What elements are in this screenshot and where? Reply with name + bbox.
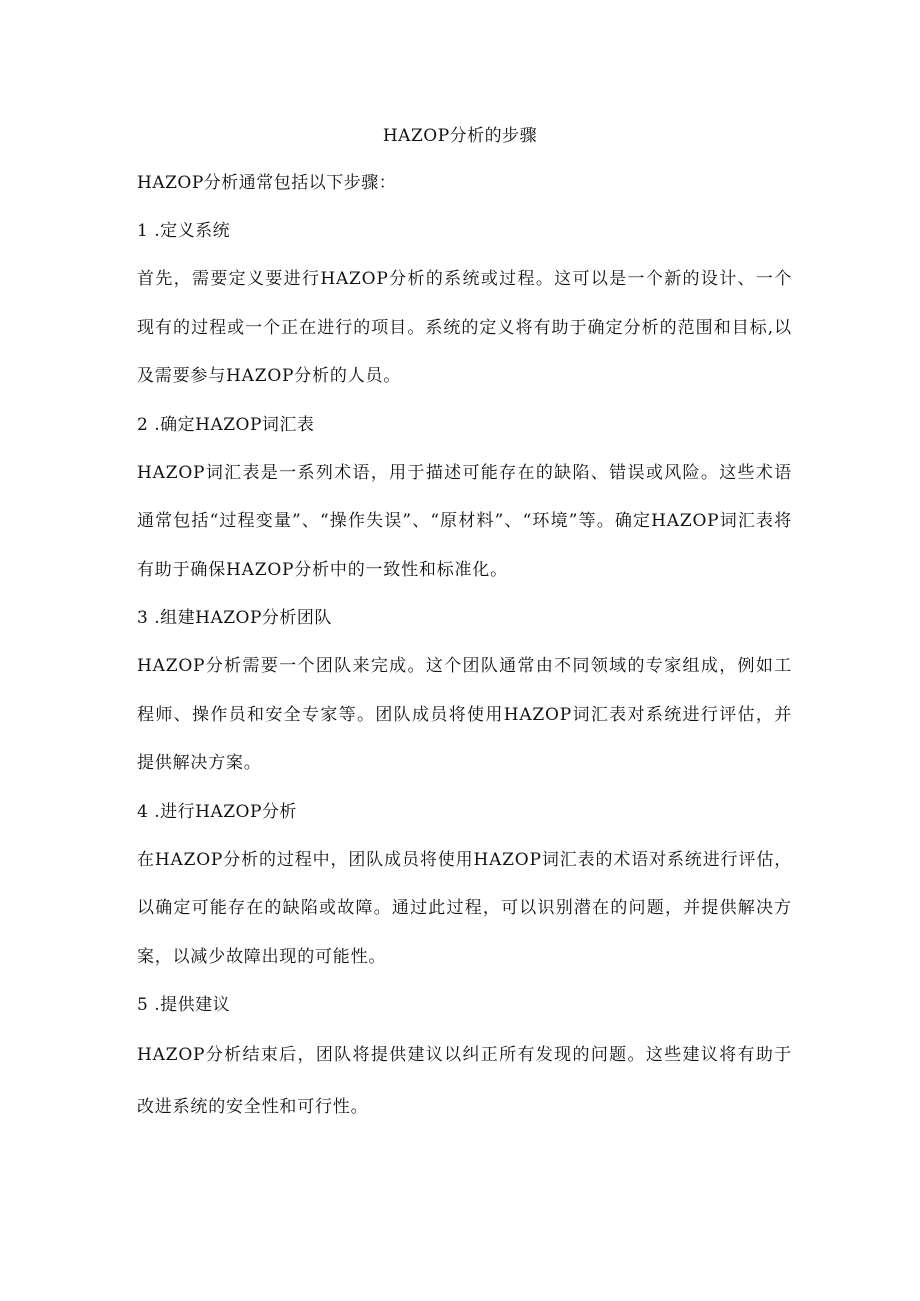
section-heading-2: 2 .确定HAZOP词汇表 (137, 414, 315, 435)
document-title: HAZOP分析的步骤 (382, 126, 538, 146)
section-body-2: HAZOP词汇表是一系列术语，用于描述可能存在的缺陷、错误或风险。这些术语通常包括“过程变量”、“操作失误”、“原材料”、“环境”等。确定HAZOP词汇表将有助于确保HAZOP分析中的一致性和标准化。 (137, 462, 792, 580)
section-heading-5: 5 .提供建议 (137, 995, 231, 1015)
section-heading-1: 1 .定义系统 (137, 221, 231, 241)
document-content (137, 171, 792, 1145)
section-body-1: 首先，需要定义要进行HAZOP分析的系统或过程。这可以是一个新的设计、一个现有的过程或一个正在进行的项目。系统的定义将有助于确定分析的范围和目标,以及需要参与HAZOP分析的人员。 (137, 269, 792, 386)
section-body-3: HAZOP分析需要一个团队来完成。这个团队通常由不同领域的专家组成，例如工程师、操作员和安全专家等。团队成员将使用HAZOP词汇表对系统进行评估，并提供解决方案。 (137, 656, 792, 773)
section-heading-3: 3 .组建HAZOP分析团队 (137, 608, 332, 628)
intro-text: HAZOP分析通常包括以下步骤： (137, 173, 397, 193)
section-body-5: HAZOP分析结束后，团队将提供建议以纠正所有发现的问题。这些建议将有助于改进系统的安全性和可行性。 (137, 1045, 792, 1117)
section-heading-4: 4 .进行HAZOP分析 (137, 801, 297, 822)
section-body-4: 在HAZOP分析的过程中，团队成员将使用HAZOP词汇表的术语对系统进行评估，以确定可能存在的缺陷或故障。通过此过程，可以识别潜在的问题，并提供解决方案，以减少故障出现的可能性。 (137, 849, 792, 967)
